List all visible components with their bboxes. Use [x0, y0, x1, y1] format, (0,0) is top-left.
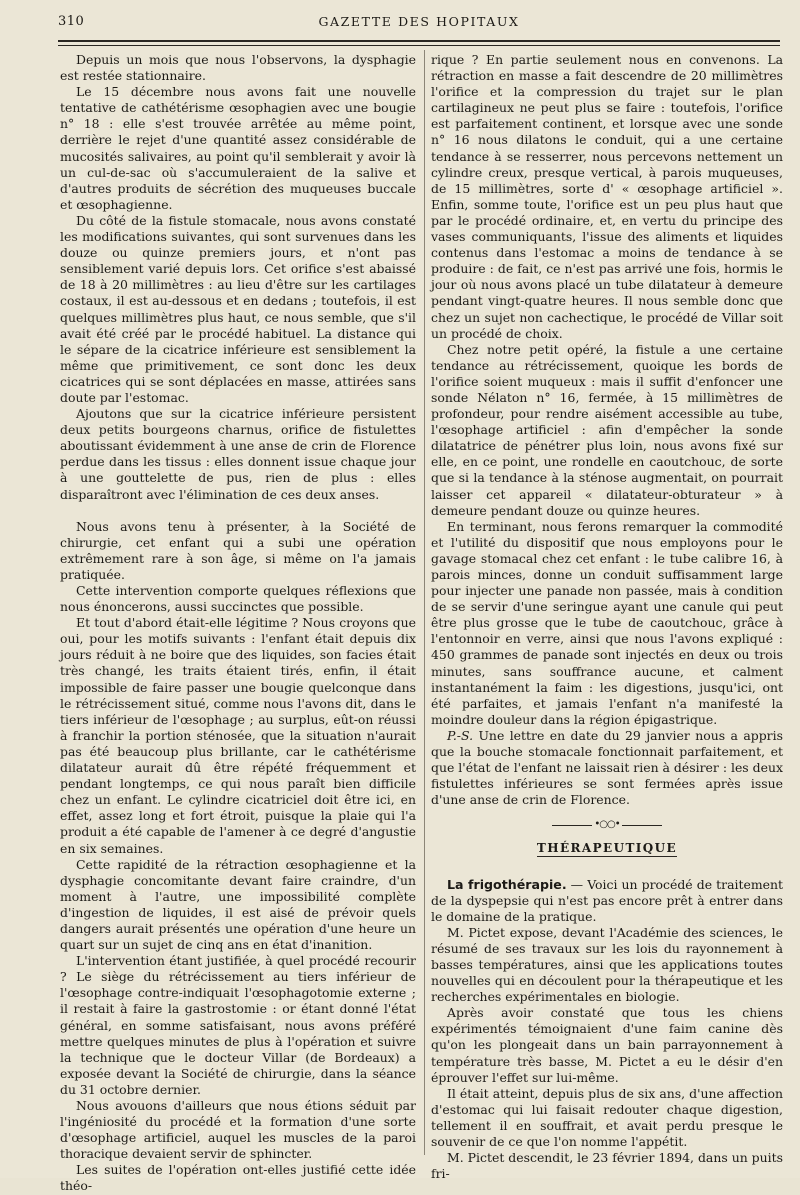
paragraph: Chez notre petit opéré, la fistule a une certaine tendance au rétrécissement, quoique les bords de l'orifice soient muqueux : mais il suffit d'enfoncer une sonde Nélaton n° 16, fermée, à 15 millimètres de profondeur, pour rendre aisément accessible au tube, l'œsophage artificiel : afin d'empêcher la sonde dilatatrice de pénétrer plus loin, nous avons fixé sur elle, en ce point, une rondelle en caoutchouc, de sorte que si la tendance à la sténose augmentait, on pourrait laisser cet appareil « dilatateur-obturateur » à demeure pendant douze ou quinze heures. [431, 341, 783, 518]
left-column [60, 52, 416, 1195]
header-rule-thin [58, 45, 780, 46]
article-intro [431, 877, 783, 925]
article-title: La frigothérapie. [447, 876, 567, 892]
paragraph: M. Pictet descendit, le 23 février 1894, dans un puits fri- [431, 1150, 783, 1182]
paragraph: L'intervention étant justifiée, à quel procédé recourir ? Le siège du rétrécissement au tiers inférieur de l'œsophage contre-indiquait l'œsophagotomie externe ; il restait à faire la gastrostomie : or étant donné l'état général, en somme satisfaisant, nous avons préféré mettre quelques minutes de plus à l'opération et suivre la technique que le docteur Villar (de Bordeaux) a exposée devant la Société de chirurgie, dans la séance du 31 octobre dernier. [60, 953, 416, 1097]
paragraph: rique ? En partie seulement nous en convenons. La rétraction en masse a fait descendre de 20 millimètres l'orifice et la compression du trajet sur le plan cartilagineux ne peut plus se faire : toutefois, l'orifice est parfaitement continent, et lorsque avec une sonde n° 16 nous dilatons le conduit, qui a une certaine tendance à se resserrer, nous percevons nettement un cylindre creux, presque vertical, à parois muqueuses, de 15 millimètres, sorte d' « œsophage artificiel ». Enfin, somme toute, l'orifice est un peu plus haut que par le procédé ordinaire, et, en vertu du principe des vases communiquants, l'issue des aliments et liquides contenus dans l'estomac a moins de tendance à se produire : de fait, ce n'est pas arrivé une fois, hormis le jour où nous avons placé un tube dilatateur à demeure pendant vingt-quatre heures. Il nous semble donc que chez un sujet non cachectique, le procédé de Villar soit un procédé de choix. [431, 52, 783, 341]
paragraph: Ajoutons que sur la cicatrice inférieure persistent deux petits bourgeons charnus, orifice de fistulettes aboutissant évidemment à une anse de crin de Florence perdue dans les tissus : elles donnent issue chaque jour à une gouttelette de pus, rien de plus : elles disparaîtront avec l'élimination de ces deux anses. [60, 406, 416, 502]
page-number: 310 [58, 14, 85, 29]
postscript [431, 728, 783, 808]
section-title-text: THÉRAPEUTIQUE [536, 841, 678, 856]
right-column [431, 52, 783, 1182]
header-rule-thick [58, 40, 780, 42]
paragraph: En terminant, nous ferons remarquer la commodité et l'utilité du dispositif que nous employons pour le gavage stomacal chez cet enfant : le tube calibre 16, à parois minces, donne un conduit suffisamment large pour injecter une panade non passée, mais à condition de se servir d'une seringue ayant une canule qui peut être plus grosse que le tube de caoutchouc, grâce à l'entonnoir en verre, ainsi que nous l'avons expliqué : 450 grammes de panade sont injectés en deux ou trois minutes, sans souffrance aucune, et calment instantanément la faim : les digestions, jusqu'ici, ont été parfaites, et jamais l'enfant n'a manifesté la moindre douleur dans la région épigastrique. [431, 518, 783, 727]
paragraph: Les suites de l'opération ont-elles justifié cette idée théo- [60, 1162, 416, 1194]
paragraph: Le 15 décembre nous avons fait une nouvelle tentative de cathétérisme œsophagien avec une bougie n° 18 : elle s'est trouvée arrêtée au même point, derrière le rejet d'une quantité assez considérable de mucosités salivaires, au point qu'il semblerait y avoir là un cul-de-sac où s'accumuleraient de la salive et d'autres produits de sécrétion des muqueuses buccale et œsophagienne. [60, 84, 416, 212]
journal-title: GAZETTE DES HOPITAUX [318, 14, 520, 29]
paragraph: M. Pictet expose, devant l'Académie des sciences, le résumé de ses travaux sur les lois du rayonnement à basses températures, ainsi que les applications toutes nouvelles qui en découlent pour la thérapeutique et les recherches expérimentales en biologie. [431, 924, 783, 1005]
paragraph: Cette intervention comporte quelques réflexions que nous énoncerons, aussi succinctes que possible. [60, 583, 416, 615]
section-separator [431, 816, 783, 834]
paragraph: Et tout d'abord était-elle légitime ? Nous croyons que oui, pour les motifs suivants : l'enfant était depuis dix jours réduit à ne boire que des liquides, son facies était très changé, les traits étaient tirés, enfin, il était impossible de faire passer une bougie quelconque dans le rétrécissement situé, comme nous l'avons dit, dans le tiers inférieur de l'œsophage ; au surplus, eût-on réussi à franchir la portion sténosée, que la situation n'aurait pas été beaucoup plus brillante, car le cathétérisme dilatateur aurait dû être répété fréquemment et pendant longtemps, ce qui nous paraît bien difficile chez un enfant. Le cylindre cicatriciel doit être ici, en effet, assez long et fort étroit, puisque la plaie qui l'a produit a été capable de l'amener à ce degré d'angustie en six semaines. [60, 615, 416, 856]
paragraph: Nous avons tenu à présenter, à la Société de chirurgie, cet enfant qui a subi une opération extrêmement rare à son âge, si même on l'a jamais pratiquée. [60, 518, 416, 582]
paragraph: Depuis un mois que nous l'observons, la dysphagie est restée stationnaire. [60, 52, 416, 84]
ornament-icon: •○○• [594, 819, 620, 831]
section-title [431, 840, 783, 856]
paragraph: Il était atteint, depuis plus de six ans, d'une affection d'estomac qui lui faisait redouter chaque digestion, tellement il en souffrait, et avait perdu presque le souvenir de ce que l'on nomme l'appétit. [431, 1085, 783, 1149]
column-divider [424, 50, 425, 1155]
article-lead: — Voici un procédé de traitement de la dyspepsie qui n'est pas encore prêt à entrer dans le domaine de la pratique. [431, 876, 783, 924]
page-header [58, 14, 780, 38]
paragraph: Cette rapidité de la rétraction œsophagienne et la dysphagie concomitante devant faire craindre, d'un moment à l'autre, une impossibilité complète d'ingestion de liquides, il est aisé de prévoir quels dangers aurait présentés une opération d'une heure un quart sur un sujet de cinq ans en état d'inanition. [60, 856, 416, 953]
paragraph: Nous avouons d'ailleurs que nous étions séduit par l'ingéniosité du procédé et la formation d'une sorte d'œsophage artificiel, auquel les muscles de la paroi thoracique devaient servir de sphincter. [60, 1098, 416, 1162]
postscript-label: P.-S. [447, 727, 474, 743]
postscript-text: Une lettre en date du 29 janvier nous a appris que la bouche stomacale fonctionnait parfaitement, et que l'état de l'enfant ne laissait rien à désirer : les deux fistulettes inférieures se sont fermées après issue d'une anse de crin de Florence. [431, 727, 783, 808]
paragraph: Après avoir constaté que tous les chiens expérimentés témoignaient d'une faim canine dès qu'on les plongeait dans un bain parrayonnement à température très basse, M. Pictet a eu le désir d'en éprouver l'effet sur lui-même. [431, 1005, 783, 1085]
paragraph: Du côté de la fistule stomacale, nous avons constaté les modifications suivantes, qui sont survenues dans les douze ou quinze premiers jours, et n'ont pas sensiblement varié depuis lors. Cet orifice s'est abaissé de 18 à 20 millimètres : au lieu d'être sur les cartilages costaux, il est au-dessous et en dedans ; toutefois, il est quelques millimètres plus haut, ce nous semble, que s'il avait été créé par le procédé habituel. La distance qui le sépare de la cicatrice inférieure est sensiblement la même que primitivement, ce sont donc les deux cicatrices qui se sont déplacées en masse, attirées sans doute par l'estomac. [60, 212, 416, 405]
